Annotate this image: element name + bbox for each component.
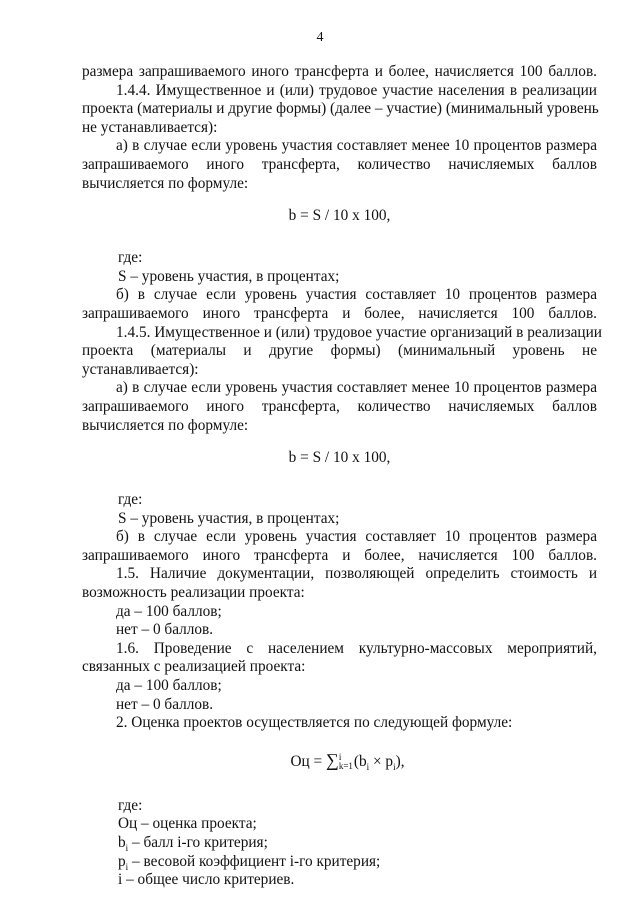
text-line: да – 100 баллов;	[116, 677, 222, 695]
text-line: нет – 0 баллов.	[116, 621, 214, 639]
b-text: – балл i-го критерия;	[128, 834, 268, 851]
text-line: а) в случае если уровень участия составляет менее 10 процентов размера	[116, 137, 597, 155]
formula-oc-end: ),	[395, 752, 405, 770]
text-line: размера запрашиваемого иного трансферта и более, начисляется 100 баллов.	[82, 63, 597, 80]
p-symbol: p	[118, 852, 126, 870]
page-number: 4	[316, 30, 324, 45]
sum-symbol: ∑	[325, 749, 339, 770]
b-subscript: i	[125, 843, 129, 854]
text-line: запрашиваемого иного трансферта и более, начисляется 100 баллов.	[82, 546, 597, 564]
text-line: 2. Оценка проектов осуществляется по следующей формуле:	[116, 714, 513, 732]
p-definition	[82, 853, 597, 872]
where-label: где:	[118, 491, 143, 509]
sum-lower: k=1	[338, 761, 353, 772]
s-definition: S – уровень участия, в процентах;	[118, 267, 340, 285]
formula-oc-b-sub: i	[366, 761, 370, 772]
sum-limits	[339, 753, 353, 771]
text-line: 1.6. Проведение с населением культурно-массовых мероприятий,	[116, 639, 597, 657]
text-line: запрашиваемого иного трансферта, количество начисляемых баллов	[82, 397, 597, 415]
text-line: связанных с реализацией проекта:	[82, 658, 306, 676]
text-line: 1.4.4. Имущественное и (или) трудовое участие населения в реализации	[116, 81, 597, 99]
text-line: 1.4.5. Имущественное и (или) трудовое участие организаций в реализации	[116, 323, 602, 341]
text-line: возможность реализации проекта:	[82, 584, 305, 602]
formula-oc-p-sub: i	[393, 761, 396, 772]
sum-upper: i	[338, 752, 342, 763]
formula-oc-b: (b	[353, 752, 367, 770]
text-line: проекта (материалы и другие формы) (далее – участие) (минимальный уровень	[82, 100, 599, 118]
text-line: б) в случае если уровень участия составляет 10 процентов размера	[116, 528, 597, 546]
formula-b: b = S / 10 x 100,	[288, 449, 391, 467]
where-label: где:	[118, 249, 143, 267]
text-line: не устанавливается):	[82, 118, 218, 136]
text-line: нет – 0 баллов.	[116, 695, 214, 713]
s-definition: S – уровень участия, в процентах;	[118, 509, 340, 527]
text-line: да – 100 баллов;	[116, 602, 222, 620]
text-line: вычисляется по формуле:	[82, 416, 249, 434]
p-subscript: i	[125, 861, 129, 872]
i-definition: i – общее число критериев.	[118, 871, 295, 889]
formula-b: b = S / 10 x 100,	[288, 207, 391, 225]
text-line: вычисляется по формуле:	[82, 174, 249, 192]
formula-oc	[98, 745, 597, 775]
text-line: устанавливается):	[82, 360, 199, 378]
document-body	[82, 63, 602, 890]
oc-definition: Оц – оценка проекта;	[118, 815, 257, 833]
formula-oc-lhs: Оц =	[290, 752, 323, 770]
text-line: а) в случае если уровень участия составляет менее 10 процентов размера	[116, 379, 597, 397]
p-text: – весовой коэффициент i-го критерия;	[128, 852, 381, 870]
formula-oc-times: × p	[369, 752, 394, 770]
text-line: запрашиваемого иного трансферта, количество начисляемых баллов	[82, 155, 597, 173]
b-symbol: b	[118, 834, 126, 851]
b-definition	[82, 834, 597, 853]
text-line: 1.5. Наличие документации, позволяющей определить стоимость и	[116, 565, 597, 583]
where-label: где:	[118, 796, 143, 814]
text-line: запрашиваемого иного трансферта и более, начисляется 100 баллов.	[82, 304, 597, 322]
text-line: проекта (материалы и другие формы) (минимальный уровень не	[82, 342, 597, 360]
text-line: б) в случае если уровень участия составляет 10 процентов размера	[116, 286, 597, 304]
